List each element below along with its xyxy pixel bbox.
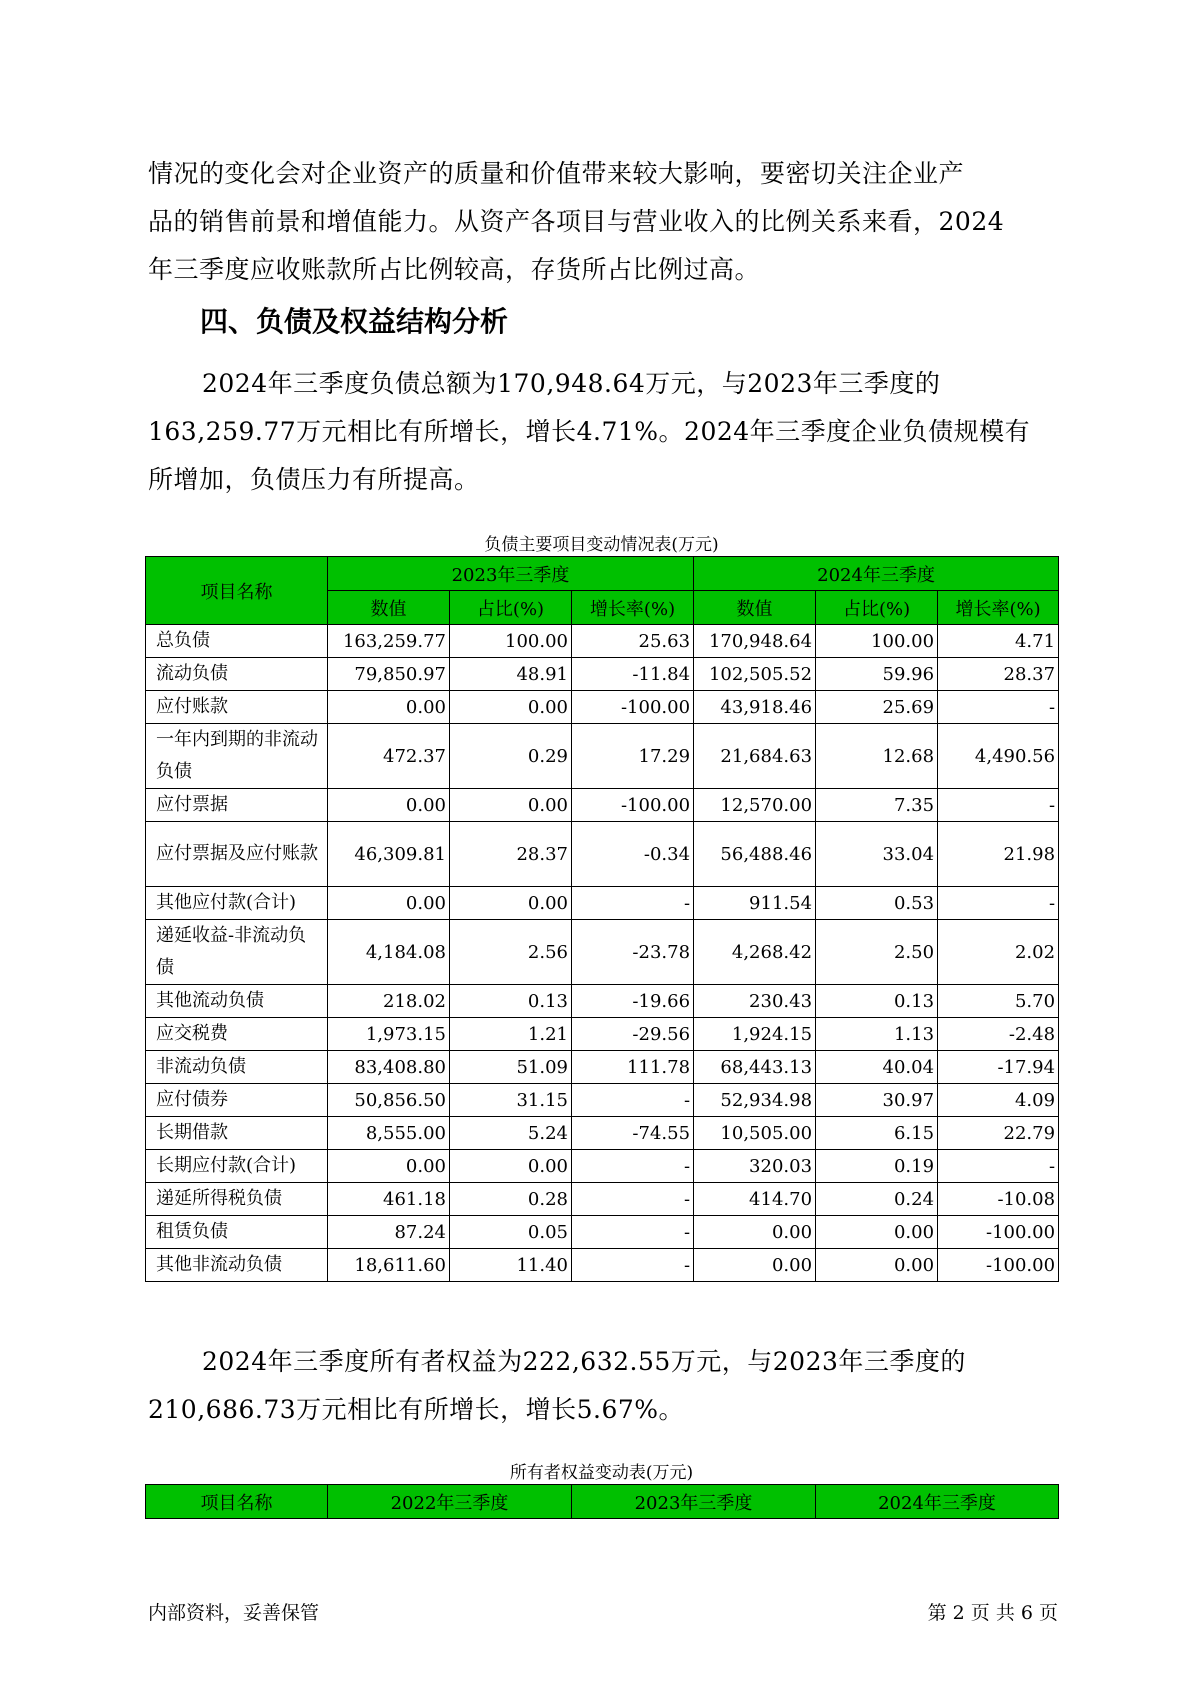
row-value: 1,924.15 xyxy=(694,1018,816,1051)
table-row xyxy=(146,691,1059,724)
row-value: - xyxy=(572,887,694,920)
sub-header: 数值 xyxy=(694,591,816,625)
row-name: 递延收益-非流动负债 xyxy=(146,920,328,985)
row-value: 17.29 xyxy=(572,724,694,789)
row-name: 非流动负债 xyxy=(146,1051,328,1084)
equity-table-caption: 所有者权益变动表(万元) xyxy=(509,1463,694,1483)
row-name: 总负债 xyxy=(146,625,328,658)
section-heading: 四、负债及权益结构分析 xyxy=(200,305,509,338)
row-name: 流动负债 xyxy=(146,658,328,691)
table-row xyxy=(146,1018,1059,1051)
footer-confidential: 内部资料，妥善保管 xyxy=(148,1602,320,1624)
row-value: 100.00 xyxy=(450,625,572,658)
row-value: 7.35 xyxy=(816,789,938,822)
row-value: 40.04 xyxy=(816,1051,938,1084)
equity-table xyxy=(145,1484,1059,1519)
row-value: 18,611.60 xyxy=(328,1249,450,1282)
equity-header: 2022年三季度 xyxy=(328,1485,572,1519)
row-value: 5.24 xyxy=(450,1117,572,1150)
row-value: 472.37 xyxy=(328,724,450,789)
row-value: -100.00 xyxy=(572,789,694,822)
row-value: 10,505.00 xyxy=(694,1117,816,1150)
row-value: 0.00 xyxy=(816,1249,938,1282)
row-value: 0.28 xyxy=(450,1183,572,1216)
table-row xyxy=(146,887,1059,920)
row-value: 22.79 xyxy=(938,1117,1059,1150)
table-row xyxy=(146,920,1059,985)
sub-header: 数值 xyxy=(328,591,450,625)
row-value: 30.97 xyxy=(816,1084,938,1117)
row-value: 2.56 xyxy=(450,920,572,985)
item-name-header: 项目名称 xyxy=(146,557,328,625)
paragraph-line: 年三季度应收账款所占比例较高，存货所占比例过高。 xyxy=(148,255,761,284)
paragraph-line: 2024年三季度负债总额为170,948.64万元，与2023年三季度的 xyxy=(202,369,941,398)
row-value: 0.13 xyxy=(816,985,938,1018)
row-value: 0.00 xyxy=(328,789,450,822)
row-value: 111.78 xyxy=(572,1051,694,1084)
row-value: -10.08 xyxy=(938,1183,1059,1216)
row-value: 25.63 xyxy=(572,625,694,658)
row-value: 2.02 xyxy=(938,920,1059,985)
row-value: 414.70 xyxy=(694,1183,816,1216)
row-name: 长期应付款(合计) xyxy=(146,1150,328,1183)
row-name: 其他非流动负债 xyxy=(146,1249,328,1282)
row-value: 461.18 xyxy=(328,1183,450,1216)
row-value: -100.00 xyxy=(938,1216,1059,1249)
row-value: 83,408.80 xyxy=(328,1051,450,1084)
row-value: -23.78 xyxy=(572,920,694,985)
paragraph-line: 所增加，负债压力有所提高。 xyxy=(148,465,480,494)
row-value: 0.00 xyxy=(694,1216,816,1249)
row-value: 911.54 xyxy=(694,887,816,920)
row-value: 87.24 xyxy=(328,1216,450,1249)
row-value: - xyxy=(572,1249,694,1282)
row-value: 31.15 xyxy=(450,1084,572,1117)
row-value: 0.00 xyxy=(450,691,572,724)
table-row xyxy=(146,724,1059,789)
equity-header: 2024年三季度 xyxy=(816,1485,1059,1519)
table-row xyxy=(146,1117,1059,1150)
row-value: 4,490.56 xyxy=(938,724,1059,789)
row-value: 320.03 xyxy=(694,1150,816,1183)
row-value: 59.96 xyxy=(816,658,938,691)
row-value: -0.34 xyxy=(572,822,694,887)
row-value: - xyxy=(938,691,1059,724)
row-name: 递延所得税负债 xyxy=(146,1183,328,1216)
row-value: 163,259.77 xyxy=(328,625,450,658)
row-value: 79,850.97 xyxy=(328,658,450,691)
row-value: 48.91 xyxy=(450,658,572,691)
row-name: 其他应付款(合计) xyxy=(146,887,328,920)
row-name: 其他流动负债 xyxy=(146,985,328,1018)
paragraph-line: 2024年三季度所有者权益为222,632.55万元，与2023年三季度的 xyxy=(202,1347,966,1376)
row-value: 12.68 xyxy=(816,724,938,789)
row-value: 4.71 xyxy=(938,625,1059,658)
row-value: 0.00 xyxy=(328,887,450,920)
table-row xyxy=(146,1183,1059,1216)
row-value: 0.29 xyxy=(450,724,572,789)
row-value: 11.40 xyxy=(450,1249,572,1282)
row-value: -74.55 xyxy=(572,1117,694,1150)
row-value: 0.24 xyxy=(816,1183,938,1216)
row-value: 0.00 xyxy=(328,1150,450,1183)
row-value: 56,488.46 xyxy=(694,822,816,887)
footer-page-number: 第 2 页 共 6 页 xyxy=(927,1602,1058,1624)
row-value: 0.00 xyxy=(450,887,572,920)
row-value: 21,684.63 xyxy=(694,724,816,789)
row-value: 0.05 xyxy=(450,1216,572,1249)
row-value: 33.04 xyxy=(816,822,938,887)
row-value: 2.50 xyxy=(816,920,938,985)
period-2024-header: 2024年三季度 xyxy=(694,557,1059,591)
row-value: 0.19 xyxy=(816,1150,938,1183)
row-value: 28.37 xyxy=(938,658,1059,691)
row-value: 6.15 xyxy=(816,1117,938,1150)
row-name: 应交税费 xyxy=(146,1018,328,1051)
row-value: 0.00 xyxy=(694,1249,816,1282)
row-value: -100.00 xyxy=(572,691,694,724)
table-row xyxy=(146,1216,1059,1249)
row-value: -29.56 xyxy=(572,1018,694,1051)
row-value: 218.02 xyxy=(328,985,450,1018)
row-value: - xyxy=(938,887,1059,920)
paragraph-line: 品的销售前景和增值能力。从资产各项目与营业收入的比例关系来看，2024 xyxy=(148,207,1005,236)
row-value: 28.37 xyxy=(450,822,572,887)
row-value: - xyxy=(572,1084,694,1117)
row-value: 0.00 xyxy=(450,789,572,822)
table-row xyxy=(146,1150,1059,1183)
row-value: 1,973.15 xyxy=(328,1018,450,1051)
period-2023-header: 2023年三季度 xyxy=(328,557,694,591)
table-row xyxy=(146,822,1059,887)
sub-header: 占比(%) xyxy=(450,591,572,625)
row-value: 170,948.64 xyxy=(694,625,816,658)
row-name: 应付债券 xyxy=(146,1084,328,1117)
row-value: 50,856.50 xyxy=(328,1084,450,1117)
row-value: -17.94 xyxy=(938,1051,1059,1084)
table-row xyxy=(146,1051,1059,1084)
row-value: 4,184.08 xyxy=(328,920,450,985)
row-name: 应付账款 xyxy=(146,691,328,724)
row-value: 1.21 xyxy=(450,1018,572,1051)
row-value: 5.70 xyxy=(938,985,1059,1018)
paragraph-line: 情况的变化会对企业资产的质量和价值带来较大影响，要密切关注企业产 xyxy=(148,159,965,188)
row-value: 43,918.46 xyxy=(694,691,816,724)
row-value: 100.00 xyxy=(816,625,938,658)
row-value: - xyxy=(572,1183,694,1216)
row-value: 4.09 xyxy=(938,1084,1059,1117)
row-value: 4,268.42 xyxy=(694,920,816,985)
sub-header: 增长率(%) xyxy=(572,591,694,625)
equity-header: 项目名称 xyxy=(146,1485,328,1519)
paragraph-line: 210,686.73万元相比有所增长，增长5.67%。 xyxy=(148,1395,685,1424)
table-row xyxy=(146,1084,1059,1117)
liability-table-caption: 负债主要项目变动情况表(万元) xyxy=(484,535,719,555)
liability-table xyxy=(145,556,1059,1282)
row-value: 51.09 xyxy=(450,1051,572,1084)
row-value: - xyxy=(572,1216,694,1249)
row-value: 102,505.52 xyxy=(694,658,816,691)
row-value: 21.98 xyxy=(938,822,1059,887)
row-value: - xyxy=(938,1150,1059,1183)
row-value: 0.00 xyxy=(328,691,450,724)
row-value: 68,443.13 xyxy=(694,1051,816,1084)
row-value: 52,934.98 xyxy=(694,1084,816,1117)
row-name: 长期借款 xyxy=(146,1117,328,1150)
row-value: 0.00 xyxy=(450,1150,572,1183)
row-value: 25.69 xyxy=(816,691,938,724)
row-name: 租赁负债 xyxy=(146,1216,328,1249)
row-name: 应付票据及应付账款 xyxy=(146,822,328,887)
row-value: 230.43 xyxy=(694,985,816,1018)
row-value: 0.53 xyxy=(816,887,938,920)
row-value: 12,570.00 xyxy=(694,789,816,822)
table-row xyxy=(146,789,1059,822)
table-row xyxy=(146,658,1059,691)
row-value: -2.48 xyxy=(938,1018,1059,1051)
sub-header: 占比(%) xyxy=(816,591,938,625)
table-row xyxy=(146,985,1059,1018)
row-value: 0.00 xyxy=(816,1216,938,1249)
row-value: - xyxy=(572,1150,694,1183)
row-value: 0.13 xyxy=(450,985,572,1018)
paragraph-line: 163,259.77万元相比有所增长，增长4.71%。2024年三季度企业负债规模有 xyxy=(148,417,1031,446)
row-value: -100.00 xyxy=(938,1249,1059,1282)
row-name: 一年内到期的非流动负债 xyxy=(146,724,328,789)
row-name: 应付票据 xyxy=(146,789,328,822)
equity-header: 2023年三季度 xyxy=(572,1485,816,1519)
table-row xyxy=(146,625,1059,658)
row-value: 1.13 xyxy=(816,1018,938,1051)
table-row xyxy=(146,1249,1059,1282)
row-value: -19.66 xyxy=(572,985,694,1018)
sub-header: 增长率(%) xyxy=(938,591,1059,625)
row-value: 8,555.00 xyxy=(328,1117,450,1150)
row-value: 46,309.81 xyxy=(328,822,450,887)
row-value: -11.84 xyxy=(572,658,694,691)
row-value: - xyxy=(938,789,1059,822)
